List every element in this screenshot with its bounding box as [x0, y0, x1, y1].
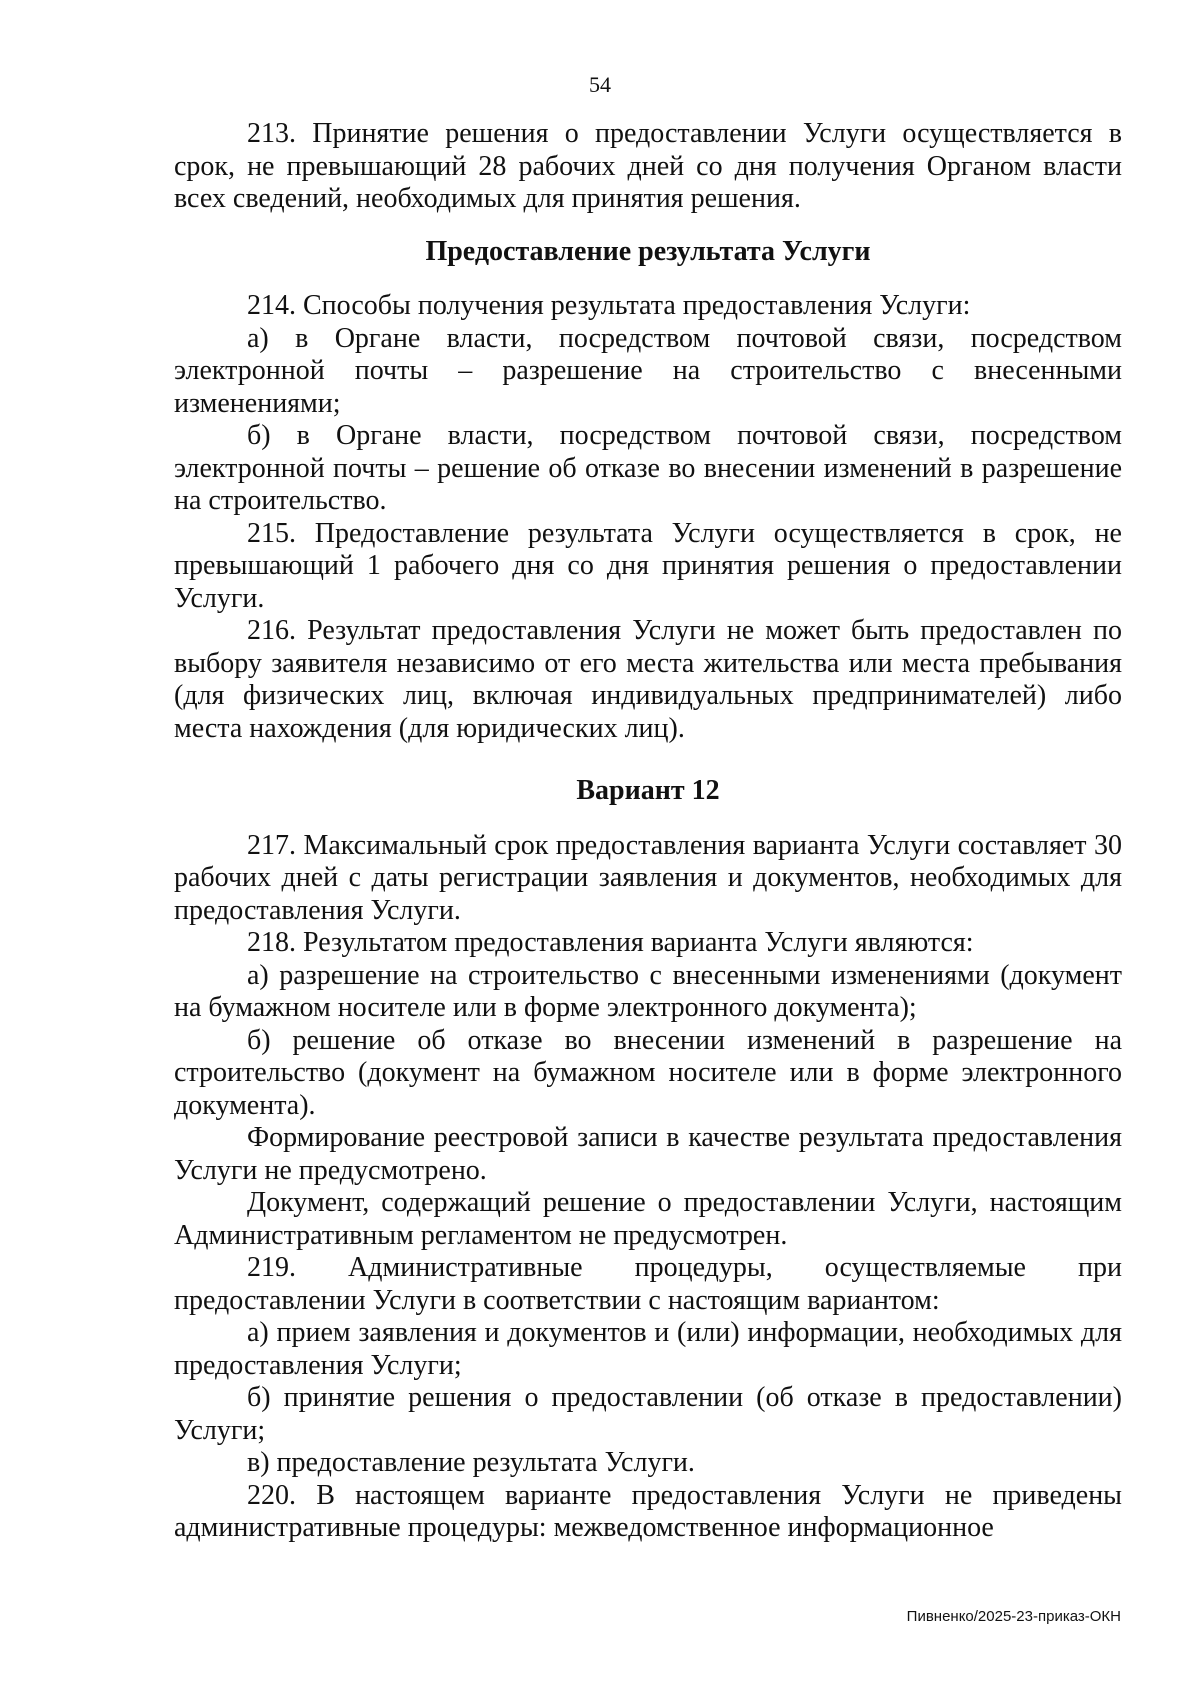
paragraph-219-a: а) прием заявления и документов и (или) информации, необходимых для предоставления Услуги; [174, 1317, 1122, 1381]
document-body [174, 118, 1122, 1545]
paragraph-document-note: Документ, содержащий решение о предоставлении Услуги, настоящим Административным регламентом не предусмотрен. [174, 1187, 1122, 1251]
paragraph-214-a: а) в Органе власти, посредством почтовой связи, посредством электронной почты – разрешение на строительство с внесенными изменениями; [174, 322, 1122, 419]
paragraph-220: 220. В настоящем варианте предоставления Услуги не приведены административные процедуры: межведомственное информационное [174, 1479, 1122, 1543]
section-heading-variant: Вариант 12 [576, 775, 720, 806]
paragraph-218: 218. Результатом предоставления варианта Услуги являются: [247, 927, 974, 958]
section-heading-result: Предоставление результата Услуги [425, 235, 871, 267]
paragraph-registry-note: Формирование реестровой записи в качестве результата предоставления Услуги не предусмотрено. [174, 1122, 1122, 1186]
page-number: 54 [589, 72, 611, 97]
paragraph-219-b: б) принятие решения о предоставлении (об отказе в предоставлении) Услуги; [174, 1382, 1122, 1446]
paragraph-219-c: в) предоставление результата Услуги. [247, 1447, 695, 1478]
footer-document-code: Пивненко/2025-23-приказ-ОКН [906, 1608, 1121, 1625]
paragraph-214-b: б) в Органе власти, посредством почтовой связи, посредством электронной почты – решение об отказе во внесении изменений в разрешение на строительство. [174, 420, 1122, 516]
paragraph-214: 214. Способы получения результата предоставления Услуги: [247, 290, 971, 321]
paragraph-215: 215. Предоставление результата Услуги осуществляется в срок, не превышающий 1 рабочего дня со дня принятия решения о предоставлении Услуги. [174, 517, 1122, 614]
paragraph-218-b: б) решение об отказе во внесении изменений в разрешение на строительство (документ на бумажном носителе или в форме электронного документа). [174, 1024, 1122, 1121]
paragraph-216: 216. Результат предоставления Услуги не может быть предоставлен по выбору заявителя независимо от его места жительства или места пребывания (для физических лиц, включая индивидуальных предпринимателей) либо места нахождения (для юридических лиц). [174, 615, 1122, 744]
paragraph-218-a: а) разрешение на строительство с внесенными изменениями (документ на бумажном носителе или в форме электронного документа); [174, 959, 1122, 1023]
paragraph-219: 219. Административные процедуры, осуществляемые при предоставлении Услуги в соответствии с настоящим вариантом: [174, 1252, 1122, 1316]
paragraph-217: 217. Максимальный срок предоставления варианта Услуги составляет 30 рабочих дней с даты регистрации заявления и документов, необходимых для предоставления Услуги. [174, 829, 1122, 926]
paragraph-213: 213. Принятие решения о предоставлении Услуги осуществляется в срок, не превышающий 28 рабочих дней со дня получения Органом власти всех сведений, необходимых для принятия решения. [174, 118, 1122, 214]
